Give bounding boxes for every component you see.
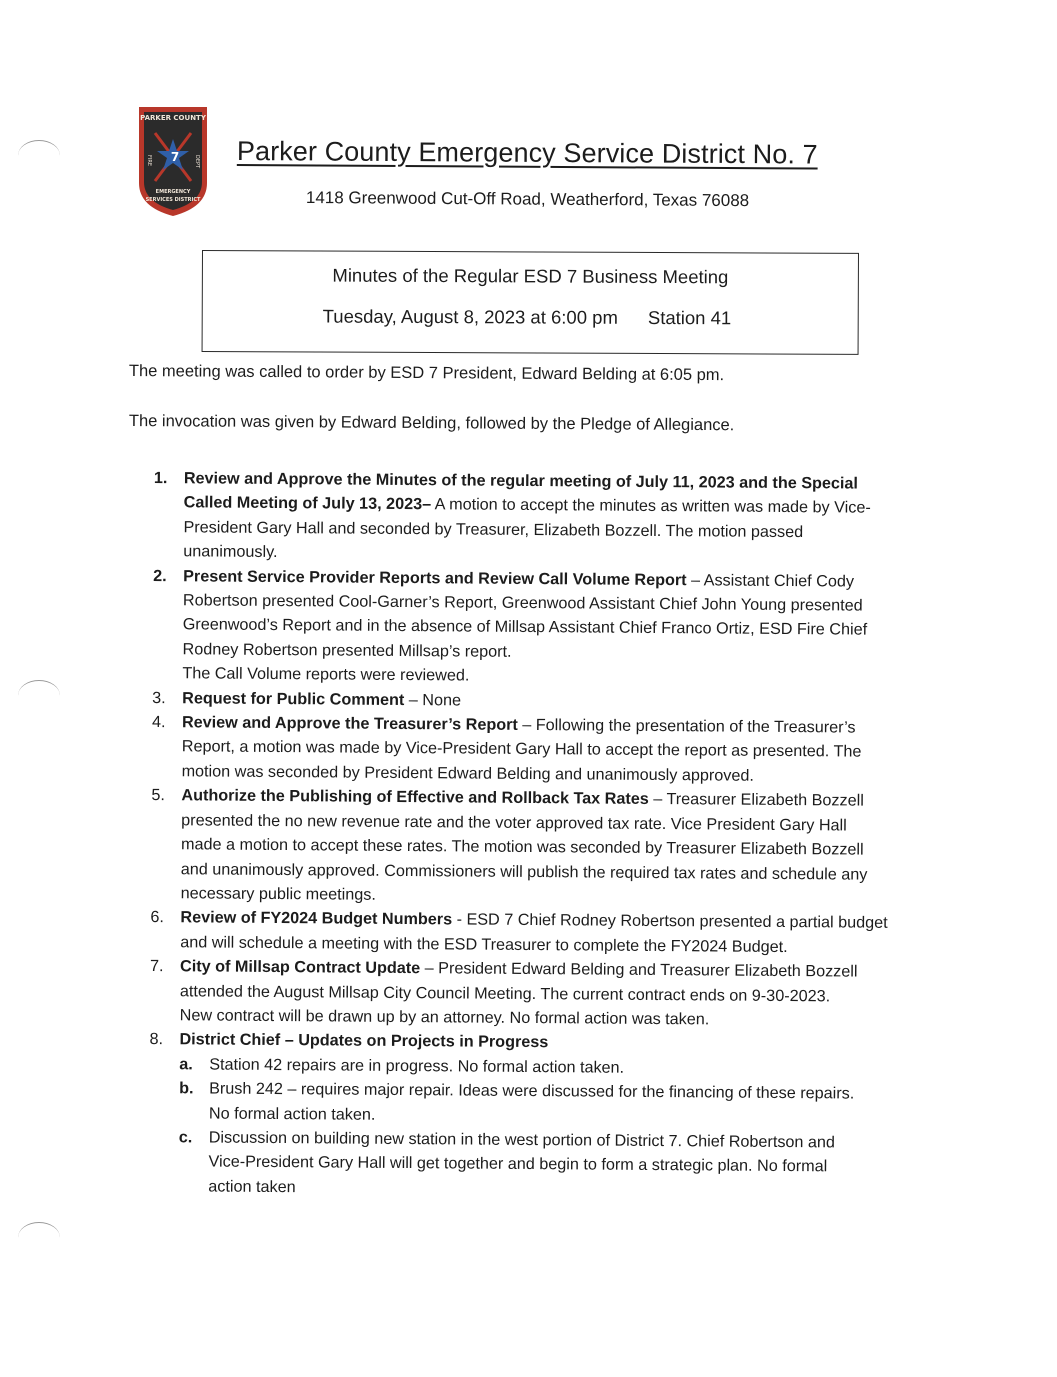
agenda-subitem-line: Vice-President Gary Hall will get together and begin to form a strategic plan. No formal [208,1152,828,1176]
agenda-item-text: A motion to accept the minutes as written was made by Vice- [431,495,871,518]
agenda-subitem-line: Discussion on building new station in the west portion of District 7. Chief Robertson and [208,1128,836,1152]
agenda-item-heading: District Chief – Updates on Projects in Progress [179,1030,549,1052]
agenda-item [148,710,939,789]
logo-right-text: DEPT [194,155,200,169]
agenda-item-text: made a motion to accept these rates. The motion was seconded by Treasurer Elizabeth Bozzell [180,835,864,859]
district-logo [135,103,211,219]
agenda-subitem-letter: a. [179,1054,193,1074]
agenda-item-heading: Review and Approve the Minutes of the regular meeting of July 11, 2023 and the Special [183,469,859,493]
logo-top-text: PARKER COUNTY [140,114,206,122]
agenda-item-text: attended the August Millsap City Council Meeting. The current contract ends on 9-30-2023. [179,981,831,1005]
agenda-item-number: 6. [150,908,165,927]
meeting-date: Tuesday, August 8, 2023 at 6:00 pm [322,305,618,328]
agenda-item-number: 8. [149,1030,164,1049]
logo-bottom-text: SERVICES DISTRICT [145,197,201,203]
agenda-item-heading: Review of FY2024 Budget Numbers [180,908,453,929]
agenda-item-text: – Following the presentation of the Treasurer’s [517,715,856,737]
agenda-subitem-line: Brush 242 – requires major repair. Ideas were discussed for the financing of these repairs. [209,1079,855,1103]
agenda-item-text: Report, a motion was made by Vice-President Gary Hall to accept the report as presented. The [181,737,862,762]
agenda-item [146,905,936,960]
agenda-item-number: 1. [153,469,168,488]
agenda-item-text: Robertson presented Cool-Garner’s Report, Greenwood Assistant Chief John Young presented [182,591,863,615]
hole-punch-mark [18,140,60,171]
agenda-item-text: – Assistant Chief Cody [686,570,855,591]
agenda-subitem [178,1125,935,1204]
agenda-item-number: 7. [150,957,164,976]
agenda-item-text: The Call Volume reports were reviewed. [182,664,470,685]
agenda-item-text: – President Edward Belding and Treasurer Elizabeth Bozzell [420,959,858,981]
agenda-item-heading: City of Millsap Contract Update [180,957,421,978]
hole-punch-mark [18,680,60,711]
agenda-subitem-line: Station 42 repairs are in progress. No formal action taken. [209,1055,625,1077]
agenda-subitem-letter: c. [178,1128,193,1147]
agenda-item-text: and will schedule a meeting with the ESD Treasurer to complete the FY2024 Budget. [180,932,788,956]
agenda-list [144,466,940,1204]
agenda-item-text: Greenwood’s Report and in the absence of Millsap Assistant Chief Franco Ortiz, ESD Fire Chief [182,615,868,640]
agenda-item-heading: Request for Public Comment [182,688,405,709]
call-to-order-paragraph: The meeting was called to order by ESD 7 President, Edward Belding at 6:05 pm. [128,362,725,385]
address-line: 1418 Greenwood Cut-Off Road, Weatherford, Texas 76088 [305,188,750,211]
agenda-item-heading: Called Meeting of July 13, 2023– [183,493,432,514]
logo-number: 7 [170,150,180,164]
agenda-item-heading: Authorize the Publishing of Effective and Rollback Tax Rates [181,786,649,809]
agenda-item-heading: Review and Approve the Treasurer’s Report [181,713,518,734]
agenda-item-text: - ESD 7 Chief Rodney Robertson presented a partial budget [452,910,888,933]
agenda-item [146,954,937,1033]
agenda-item-number: 2. [153,566,167,585]
agenda-item-text: motion was seconded by President Edward Belding and unanimously approved. [181,762,754,785]
invocation-paragraph: The invocation was given by Edward Belding, followed by the Pledge of Allegiance. [128,412,735,435]
agenda-item-number: 4. [151,713,166,732]
agenda-subitem-letter: b. [179,1079,194,1098]
agenda-item [148,564,939,692]
logo-left-text: FIRE [146,155,152,166]
agenda-item-text: necessary public meetings. [180,884,376,904]
agenda-item-text: – Treasurer Elizabeth Bozzell [648,790,864,810]
page-title: Parker County Emergency Service District No. 7 [236,136,818,170]
agenda-item-number: 5. [151,786,165,805]
agenda-item-heading: Present Service Provider Reports and Review Call Volume Report [183,566,687,589]
meeting-date-line [323,306,732,330]
agenda-item-text: – None [404,690,462,710]
meeting-location: Station 41 [647,306,732,329]
meeting-info-box [202,250,859,355]
agenda-item-text: presented the no new revenue rate and the voter approved tax rate. Vice President Gary Hall [181,810,847,835]
agenda-subitem-line: No formal action taken. [208,1104,376,1124]
agenda-item-text: Rodney Robertson presented Millsap’s report. [182,640,512,661]
agenda-item [144,1027,935,1204]
agenda-subitem [179,1076,935,1131]
agenda-item-text: President Gary Hall and seconded by Treasurer, Elizabeth Bozzell. The motion passed [183,518,804,541]
hole-punch-mark [18,1222,60,1253]
logo-bottom-text: EMERGENCY [155,189,191,195]
agenda-item-text: New contract will be drawn up by an attorney. No formal action was taken. [179,1006,710,1029]
agenda-item-text: and unanimously approved. Commissioners will publish the required tax rates and schedule any [180,859,868,884]
meeting-title: Minutes of the Regular ESD 7 Business Meeting [332,264,729,288]
agenda-item-text: unanimously. [183,542,278,562]
agenda-item-number: 3. [152,688,166,707]
agenda-subitem-line: action taken [208,1177,296,1196]
agenda-item [149,466,940,570]
agenda-item [147,783,938,911]
